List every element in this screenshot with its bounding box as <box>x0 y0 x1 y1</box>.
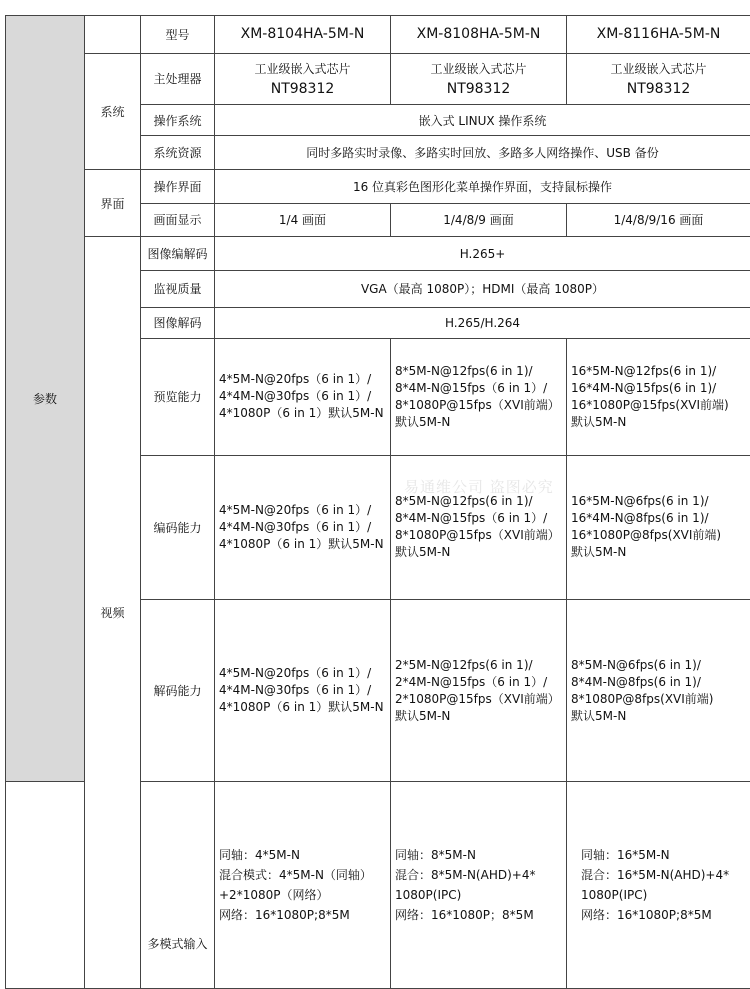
spec-line: 8*1080P@8fps(XVI前端) <box>571 691 714 706</box>
processor-cell <box>215 53 391 104</box>
spec-line: 默认5M-N <box>571 545 627 560</box>
spec-line: 16*5M-N@12fps(6 in 1)/ <box>571 363 717 378</box>
model-8108: XM-8108HA-5M-N <box>391 16 567 54</box>
monitor-value: VGA（最高 1080P）；HDMI（最高 1080P） <box>215 270 750 307</box>
spec-line: 8*4M-N@15fps（6 in 1）/ <box>395 380 548 395</box>
spec-line: 16*4M-N@15fps(6 in 1)/ <box>571 380 717 395</box>
encode-label: 编码能力 <box>141 455 215 600</box>
spec-line: 4*4M-N@30fps（6 in 1）/ <box>219 683 372 698</box>
ui-interface-row <box>6 169 750 203</box>
spec-line: 4*1080P（6 in 1）默认5M-N <box>219 700 384 715</box>
spec-line: 混合模式：4*5M-N（同轴） <box>219 867 372 882</box>
spec-line: 网络：16*1080P;8*5M <box>581 907 712 922</box>
params-label: 参数 <box>32 391 57 406</box>
preview-cell <box>215 339 391 455</box>
processor-label: 主处理器 <box>141 53 215 104</box>
empty-cell <box>85 16 141 54</box>
chip-type: 工业级嵌入式芯片 <box>254 62 351 77</box>
spec-table <box>5 15 750 989</box>
spec-line: +2*1080P（网络） <box>219 887 329 902</box>
spec-line: 4*5M-N@20fps（6 in 1）/ <box>219 502 372 517</box>
model-row <box>6 16 750 54</box>
decoding-value: H.265/H.264 <box>215 307 750 339</box>
spec-line: 8*5M-N@6fps(6 in 1)/ <box>571 657 701 672</box>
display-value: 1/4/8/9 画面 <box>391 203 567 237</box>
spec-line: 8*1080P@15fps（XVI前端） <box>395 528 560 543</box>
spec-line: 混合：16*5M-N(AHD)+4* <box>581 867 730 882</box>
decoding-label: 图像解码 <box>141 307 215 339</box>
spec-line: 同轴：16*5M-N <box>581 847 670 862</box>
spec-line: 4*1080P（6 in 1）默认5M-N <box>219 406 384 421</box>
empty-cell <box>6 781 85 988</box>
processor-cell <box>391 53 567 104</box>
group-ui: 界面 <box>85 169 141 236</box>
decode-label: 解码能力 <box>141 600 215 782</box>
display-label: 画面显示 <box>141 203 215 237</box>
spec-line: 4*5M-N@20fps（6 in 1）/ <box>219 666 372 681</box>
chip-model: NT98312 <box>626 81 691 98</box>
encode-cell <box>391 455 567 600</box>
spec-line: 4*4M-N@30fps（6 in 1）/ <box>219 389 372 404</box>
os-label: 操作系统 <box>141 104 215 136</box>
spec-line: 默认5M-N <box>395 414 451 429</box>
spec-line: 同轴：8*5M-N <box>395 847 476 862</box>
resources-value: 同时多路实时录像、多路实时回放、多路多人网络操作、USB 备份 <box>215 136 750 170</box>
spec-line: 4*5M-N@20fps（6 in 1）/ <box>219 372 372 387</box>
preview-cell <box>391 339 567 455</box>
encoding-label: 图像编解码 <box>141 237 215 271</box>
model-label: 型号 <box>141 16 215 54</box>
encode-cell <box>567 455 750 600</box>
spec-line: 默认5M-N <box>571 708 627 723</box>
monitor-label: 监视质量 <box>141 270 215 307</box>
processor-cell <box>567 53 750 104</box>
resources-label: 系统资源 <box>141 136 215 170</box>
spec-line: 8*4M-N@15fps（6 in 1）/ <box>395 511 548 526</box>
spec-line: 4*1080P（6 in 1）默认5M-N <box>219 536 384 551</box>
model-8104: XM-8104HA-5M-N <box>215 16 391 54</box>
group-system: 系统 <box>85 53 141 169</box>
encoding-value: H.265+ <box>215 237 750 271</box>
group-video: 视频 <box>85 237 141 989</box>
spec-line: 1080P(IPC) <box>395 887 462 902</box>
decode-cell <box>391 600 567 782</box>
spec-line: 2*4M-N@15fps（6 in 1）/ <box>395 674 548 689</box>
spec-line: 8*4M-N@8fps(6 in 1)/ <box>571 674 701 689</box>
spec-line: 网络：16*1080P；8*5M <box>395 907 534 922</box>
watermark: 易通维公司 盗图必究 <box>404 478 554 496</box>
display-value: 1/4/8/9/16 画面 <box>567 203 750 237</box>
spec-line: 2*5M-N@12fps(6 in 1)/ <box>395 657 533 672</box>
chip-model: NT98312 <box>270 81 335 98</box>
processor-row <box>6 53 750 104</box>
preview-cell <box>567 339 750 455</box>
params-cell <box>6 16 85 782</box>
decode-cell <box>567 600 750 782</box>
spec-line: 16*1080P@15fps(XVI前端) <box>571 397 729 412</box>
ui-interface-value: 16 位真彩色图形化菜单操作界面，支持鼠标操作 <box>215 169 750 203</box>
ui-interface-label: 操作界面 <box>141 169 215 203</box>
spec-line: 4*4M-N@30fps（6 in 1）/ <box>219 519 372 534</box>
encoding-row <box>6 237 750 271</box>
multimode-label: 多模式输入 <box>141 781 215 988</box>
spec-line: 同轴：4*5M-N <box>219 847 300 862</box>
spec-line: 16*1080P@8fps(XVI前端) <box>571 528 722 543</box>
chip-type: 工业级嵌入式芯片 <box>610 62 707 77</box>
chip-model: NT98312 <box>446 81 511 98</box>
chip-type: 工业级嵌入式芯片 <box>430 62 527 77</box>
multimode-cell <box>215 781 391 988</box>
spec-line: 8*5M-N@12fps(6 in 1)/ <box>395 363 533 378</box>
spec-line: 8*1080P@15fps（XVI前端） <box>395 397 560 412</box>
multimode-cell <box>391 781 567 988</box>
display-value: 1/4 画面 <box>215 203 391 237</box>
spec-line: 默认5M-N <box>395 545 451 560</box>
preview-label: 预览能力 <box>141 339 215 455</box>
os-value: 嵌入式 LINUX 操作系统 <box>215 104 750 136</box>
spec-line: 16*5M-N@6fps(6 in 1)/ <box>571 494 709 509</box>
spec-line: 2*1080P@15fps（XVI前端） <box>395 691 560 706</box>
model-8116: XM-8116HA-5M-N <box>567 16 750 54</box>
spec-line: 16*4M-N@8fps(6 in 1)/ <box>571 511 709 526</box>
spec-line: 混合：8*5M-N(AHD)+4* <box>395 867 536 882</box>
multimode-cell <box>567 781 750 988</box>
decode-cell <box>215 600 391 782</box>
spec-line: 1080P(IPC) <box>581 887 648 902</box>
spec-line: 默认5M-N <box>395 708 451 723</box>
spec-line: 8*5M-N@12fps(6 in 1)/ <box>395 494 533 509</box>
encode-cell <box>215 455 391 600</box>
spec-line: 默认5M-N <box>571 414 627 429</box>
spec-line: 网络：16*1080P;8*5M <box>219 907 350 922</box>
